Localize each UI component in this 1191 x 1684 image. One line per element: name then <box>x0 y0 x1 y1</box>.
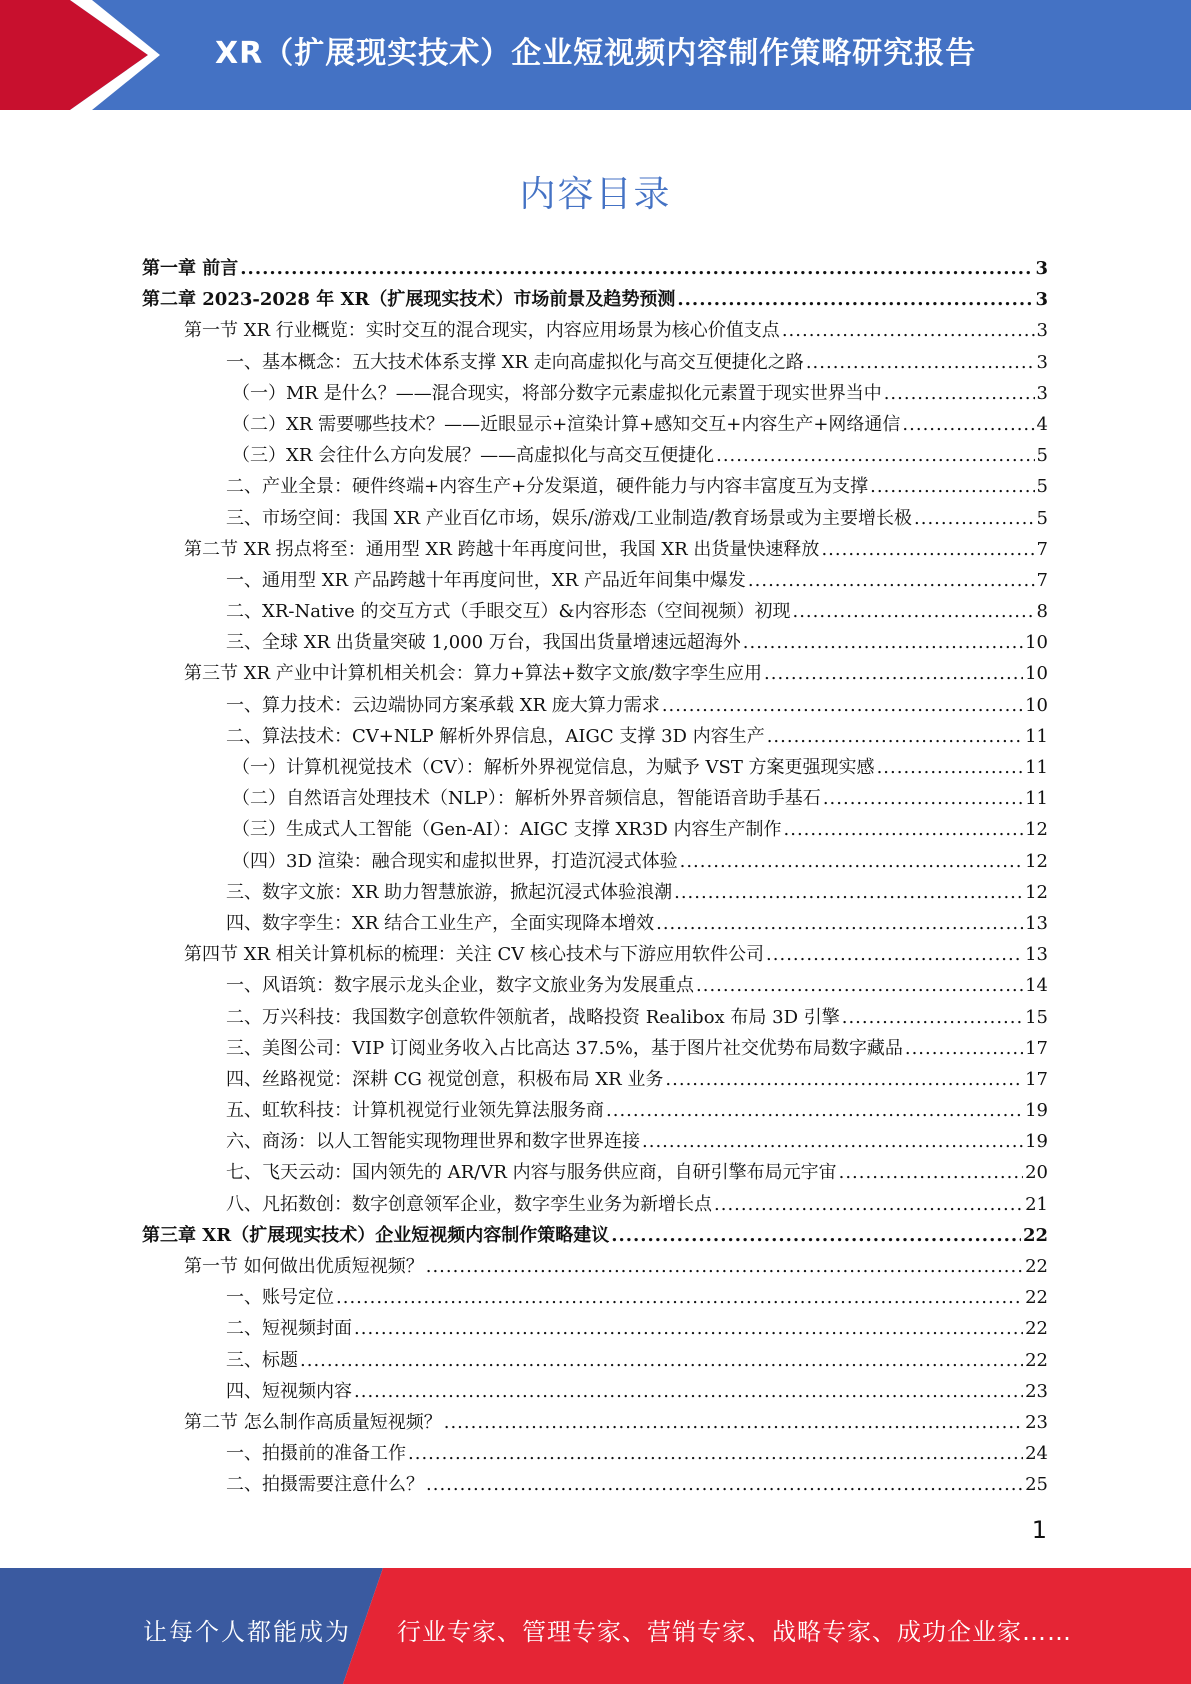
toc-entry-title: 一、算力技术：云边端协同方案承载 XR 庞大算力需求 <box>226 694 660 716</box>
toc-entry-page: 10 <box>1025 694 1048 716</box>
toc-heading: 内容目录 <box>519 174 672 215</box>
toc-entry[interactable] <box>142 1345 1048 1376</box>
toc-entry-page: 7 <box>1036 538 1048 560</box>
toc-dot-leader <box>870 471 1034 502</box>
toc-dot-leader <box>823 783 1023 814</box>
toc-entry-title: 七、飞天云动：国内领先的 AR/VR 内容与服务供应商，自研引擎布局元宇宙 <box>226 1162 837 1184</box>
toc-dot-leader <box>764 658 1023 689</box>
toc-entry-title: 一、通用型 XR 产品跨越十年再度问世，XR 产品近年间集中爆发 <box>226 569 746 591</box>
toc-entry-title: 四、短视频内容 <box>226 1380 352 1402</box>
toc-dot-leader <box>806 347 1035 378</box>
toc-entry-title: 第一章 前言 <box>142 258 239 279</box>
toc-entry-page: 3 <box>1036 382 1048 404</box>
toc-entry[interactable] <box>142 1189 1048 1220</box>
toc-dot-leader <box>902 409 1034 440</box>
footer-slogan-left: 让每个人都能成为 <box>143 1618 351 1646</box>
toc-entry-title: 八、凡拓数创：数字创意领军企业，数字孪生业务为新增长点 <box>226 1193 712 1215</box>
toc-entry-title: 第三节 XR 产业中计算机相关机会：算力+算法+数字文旅/数字孪生应用 <box>184 663 763 685</box>
toc-entry[interactable] <box>142 1157 1048 1188</box>
toc-dot-leader <box>677 284 1033 315</box>
toc-entry-page: 8 <box>1036 601 1048 623</box>
toc-entry-title: 三、标题 <box>226 1349 298 1371</box>
toc-dot-leader <box>656 908 1023 939</box>
toc-entry[interactable] <box>142 1033 1048 1064</box>
toc-entry-page: 10 <box>1025 632 1048 654</box>
toc-entry-page: 5 <box>1036 476 1048 498</box>
toc-entry-page: 12 <box>1025 881 1048 903</box>
toc-entry[interactable] <box>142 627 1048 658</box>
toc-entry-page: 5 <box>1036 507 1048 529</box>
toc-dot-leader <box>408 1438 1023 1469</box>
toc-entry-title: 二、产业全景：硬件终端+内容生产+分发渠道，硬件能力与内容丰富度互为支撑 <box>226 476 869 498</box>
toc-entry-title: 第一节 如何做出优质短视频？ <box>184 1256 424 1277</box>
toc-entry[interactable] <box>142 877 1048 908</box>
toc-entry[interactable] <box>142 471 1048 502</box>
toc-entry-page: 22 <box>1022 1224 1048 1246</box>
page-number: 1 <box>1031 1516 1047 1544</box>
toc-entry[interactable] <box>142 1002 1048 1033</box>
report-title: XR（扩展现实技术）企业短视频内容制作策略研究报告 <box>215 36 977 71</box>
toc-entry[interactable] <box>142 1064 1048 1095</box>
toc-dot-leader <box>300 1345 1023 1376</box>
toc-entry[interactable] <box>142 783 1048 814</box>
footer-slogan-right: 行业专家、管理专家、营销专家、战略专家、成功企业家…… <box>397 1618 1072 1646</box>
toc-entry[interactable] <box>142 1251 1048 1282</box>
toc-dot-leader <box>426 1469 1023 1500</box>
toc-entry-page: 3 <box>1035 289 1048 311</box>
toc-entry-title: 第一节 XR 行业概览：实时交互的混合现实，内容应用场景为核心价值支点 <box>184 320 780 342</box>
toc-entry-page: 5 <box>1036 445 1048 467</box>
toc-dot-leader <box>877 752 1024 783</box>
toc-dot-leader <box>914 503 1035 534</box>
toc-entry-title: （三）XR 会往什么方向发展？——高虚拟化与高交互便捷化 <box>232 445 715 467</box>
toc-entry-title: 三、市场空间：我国 XR 产业百亿市场，娱乐/游戏/工业制造/教育场景或为主要增长极 <box>226 507 913 529</box>
toc-dot-leader <box>905 1033 1023 1064</box>
toc-entry-page: 11 <box>1025 788 1048 810</box>
toc-dot-leader <box>444 1407 1023 1438</box>
toc-entry[interactable] <box>142 1438 1048 1469</box>
toc-entry-page: 20 <box>1025 1162 1048 1184</box>
toc-entry[interactable] <box>142 814 1048 845</box>
toc-dot-leader <box>662 690 1023 721</box>
toc-dot-leader <box>674 877 1023 908</box>
toc-entry-title: 一、拍摄前的准备工作 <box>226 1443 406 1465</box>
toc-entry-title: 第二节 怎么制作高质量短视频？ <box>184 1411 442 1433</box>
toc-entry-title: （二）自然语言处理技术（NLP）：解析外界音频信息，智能语音助手基石 <box>232 788 821 810</box>
toc-dot-leader <box>606 1095 1023 1126</box>
toc-entry-page: 3 <box>1036 320 1048 342</box>
toc-entry[interactable] <box>142 658 1048 689</box>
toc-entry[interactable] <box>142 846 1048 877</box>
toc-entry-page: 12 <box>1025 850 1048 872</box>
toc-entry-page: 3 <box>1036 351 1048 373</box>
toc-entry[interactable] <box>142 970 1048 1001</box>
toc-entry[interactable] <box>142 378 1048 409</box>
toc-dot-leader <box>714 1189 1023 1220</box>
toc-entry-page: 3 <box>1035 258 1048 279</box>
toc-entry-title: 三、美图公司：VIP 订阅业务收入占比高达 37.5%，基于图片社交优势布局数字藏品 <box>226 1037 903 1059</box>
toc-entry[interactable] <box>142 503 1048 534</box>
toc-entry-title: 四、丝路视觉：深耕 CG 视觉创意，积极布局 XR 业务 <box>226 1068 664 1090</box>
toc-dot-leader <box>766 939 1023 970</box>
toc-entry[interactable] <box>142 253 1048 284</box>
toc-entry[interactable] <box>142 534 1048 565</box>
toc-dot-leader <box>743 627 1023 658</box>
toc-entry-page: 25 <box>1025 1474 1048 1496</box>
toc-entry-title: 五、虹软科技：计算机视觉行业领先算法服务商 <box>226 1100 604 1122</box>
toc-dot-leader <box>336 1282 1023 1313</box>
toc-entry[interactable] <box>142 1313 1048 1344</box>
toc-dot-leader <box>884 378 1035 409</box>
toc-entry-page: 17 <box>1025 1037 1048 1059</box>
toc-entry-page: 19 <box>1025 1131 1048 1153</box>
toc-entry-page: 11 <box>1025 757 1048 778</box>
toc-entry[interactable] <box>142 1407 1048 1438</box>
toc-dot-leader <box>426 1251 1023 1282</box>
toc-entry-page: 21 <box>1025 1193 1048 1215</box>
toc-dot-leader <box>767 721 1023 752</box>
toc-dot-leader <box>782 315 1035 346</box>
toc-entry-page: 13 <box>1025 944 1048 966</box>
toc-dot-leader <box>611 1220 1021 1251</box>
toc-entry[interactable] <box>142 939 1048 970</box>
toc-entry-title: 一、风语筑：数字展示龙头企业，数字文旅业务为发展重点 <box>226 975 694 997</box>
page-footer <box>0 1568 1191 1684</box>
toc-entry-page: 23 <box>1025 1380 1048 1402</box>
toc-entry-page: 13 <box>1025 912 1048 934</box>
toc-entry-title: （一）MR 是什么？——混合现实，将部分数字元素虚拟化元素置于现实世界当中 <box>232 382 882 404</box>
toc-dot-leader <box>642 1126 1023 1157</box>
toc-entry[interactable] <box>142 1282 1048 1313</box>
toc-entry-title: 二、算法技术：CV+NLP 解析外界信息，AIGC 支撑 3D 内容生产 <box>226 725 765 747</box>
toc-entry[interactable] <box>142 409 1048 440</box>
toc-entry[interactable] <box>142 721 1048 752</box>
toc-entry-page: 22 <box>1025 1349 1048 1371</box>
toc-entry-title: 二、拍摄需要注意什么？ <box>226 1474 424 1496</box>
table-of-contents <box>142 253 1048 1501</box>
toc-entry[interactable] <box>142 1220 1048 1251</box>
toc-entry[interactable] <box>142 1126 1048 1157</box>
toc-entry-page: 19 <box>1025 1100 1048 1122</box>
toc-dot-leader <box>354 1313 1023 1344</box>
toc-entry-page: 12 <box>1025 819 1048 841</box>
toc-dot-leader <box>784 814 1024 845</box>
toc-entry[interactable] <box>142 347 1048 378</box>
toc-entry-title: 三、数字文旅：XR 助力智慧旅游，掀起沉浸式体验浪潮 <box>226 881 673 903</box>
toc-dot-leader <box>839 1157 1023 1188</box>
toc-entry-title: 六、商汤：以人工智能实现物理世界和数字世界连接 <box>226 1131 640 1153</box>
toc-entry-title: 二、短视频封面 <box>226 1318 352 1340</box>
toc-entry-page: 24 <box>1025 1443 1048 1465</box>
toc-dot-leader <box>680 846 1023 877</box>
page-header <box>0 0 1191 110</box>
toc-entry-title: （三）生成式人工智能（Gen-AI）：AIGC 支撑 XR3D 内容生产制作 <box>232 819 782 841</box>
toc-entry-title: 二、XR-Native 的交互方式（手眼交互）&内容形态（空间视频）初现 <box>226 601 791 623</box>
toc-entry[interactable] <box>142 315 1048 346</box>
toc-entry[interactable] <box>142 440 1048 471</box>
toc-dot-leader <box>354 1376 1023 1407</box>
toc-dot-leader <box>821 534 1034 565</box>
toc-entry[interactable] <box>142 908 1048 939</box>
toc-entry[interactable] <box>142 565 1048 596</box>
toc-entry-page: 23 <box>1025 1411 1048 1433</box>
toc-dot-leader <box>240 253 1033 284</box>
toc-entry-title: 第二章 2023-2028 年 XR（扩展现实技术）市场前景及趋势预测 <box>142 289 676 311</box>
toc-entry[interactable] <box>142 1095 1048 1126</box>
toc-entry-page: 22 <box>1025 1287 1048 1309</box>
toc-entry[interactable] <box>142 1469 1048 1500</box>
toc-dot-leader <box>842 1002 1023 1033</box>
toc-entry-page: 17 <box>1025 1068 1048 1090</box>
toc-entry-title: 第四节 XR 相关计算机标的梳理：关注 CV 核心技术与下游应用软件公司 <box>184 944 765 966</box>
toc-entry[interactable] <box>142 284 1048 315</box>
toc-entry-page: 7 <box>1036 569 1048 591</box>
toc-entry-title: 一、账号定位 <box>226 1287 334 1309</box>
toc-entry-title: （二）XR 需要哪些技术？——近眼显示+渲染计算+感知交互+内容生产+网络通信 <box>232 413 901 435</box>
toc-entry-title: 四、数字孪生：XR 结合工业生产，全面实现降本增效 <box>226 912 655 934</box>
toc-entry-page: 22 <box>1025 1318 1048 1340</box>
toc-entry-page: 4 <box>1036 413 1048 435</box>
toc-entry[interactable] <box>142 1376 1048 1407</box>
toc-dot-leader <box>696 970 1023 1001</box>
toc-entry-title: 三、全球 XR 出货量突破 1,000 万台，我国出货量增速远超海外 <box>226 632 741 654</box>
toc-entry-title: 二、万兴科技：我国数字创意软件领航者，战略投资 Realibox 布局 3D 引擎 <box>226 1006 840 1028</box>
toc-dot-leader <box>716 440 1034 471</box>
toc-entry[interactable] <box>142 690 1048 721</box>
toc-entry-title: 第三章 XR（扩展现实技术）企业短视频内容制作策略建议 <box>142 1224 610 1246</box>
toc-entry-page: 14 <box>1025 975 1048 997</box>
toc-entry-page: 11 <box>1025 725 1048 747</box>
toc-dot-leader <box>748 565 1035 596</box>
toc-dot-leader <box>665 1064 1023 1095</box>
toc-entry[interactable] <box>142 752 1048 783</box>
toc-dot-leader <box>792 596 1034 627</box>
toc-entry-page: 15 <box>1025 1006 1048 1028</box>
toc-entry-title: （一）计算机视觉技术（CV）：解析外界视觉信息，为赋予 VST 方案更强现实感 <box>232 757 875 778</box>
toc-entry-title: 第二节 XR 拐点将至：通用型 XR 跨越十年再度问世，我国 XR 出货量快速释放 <box>184 538 820 560</box>
toc-entry-page: 22 <box>1025 1256 1048 1277</box>
toc-entry[interactable] <box>142 596 1048 627</box>
toc-entry-title: 一、基本概念：五大技术体系支撑 XR 走向高虚拟化与高交互便捷化之路 <box>226 351 804 373</box>
toc-entry-page: 10 <box>1025 663 1048 685</box>
toc-entry-title: （四）3D 渲染：融合现实和虚拟世界，打造沉浸式体验 <box>232 850 678 872</box>
